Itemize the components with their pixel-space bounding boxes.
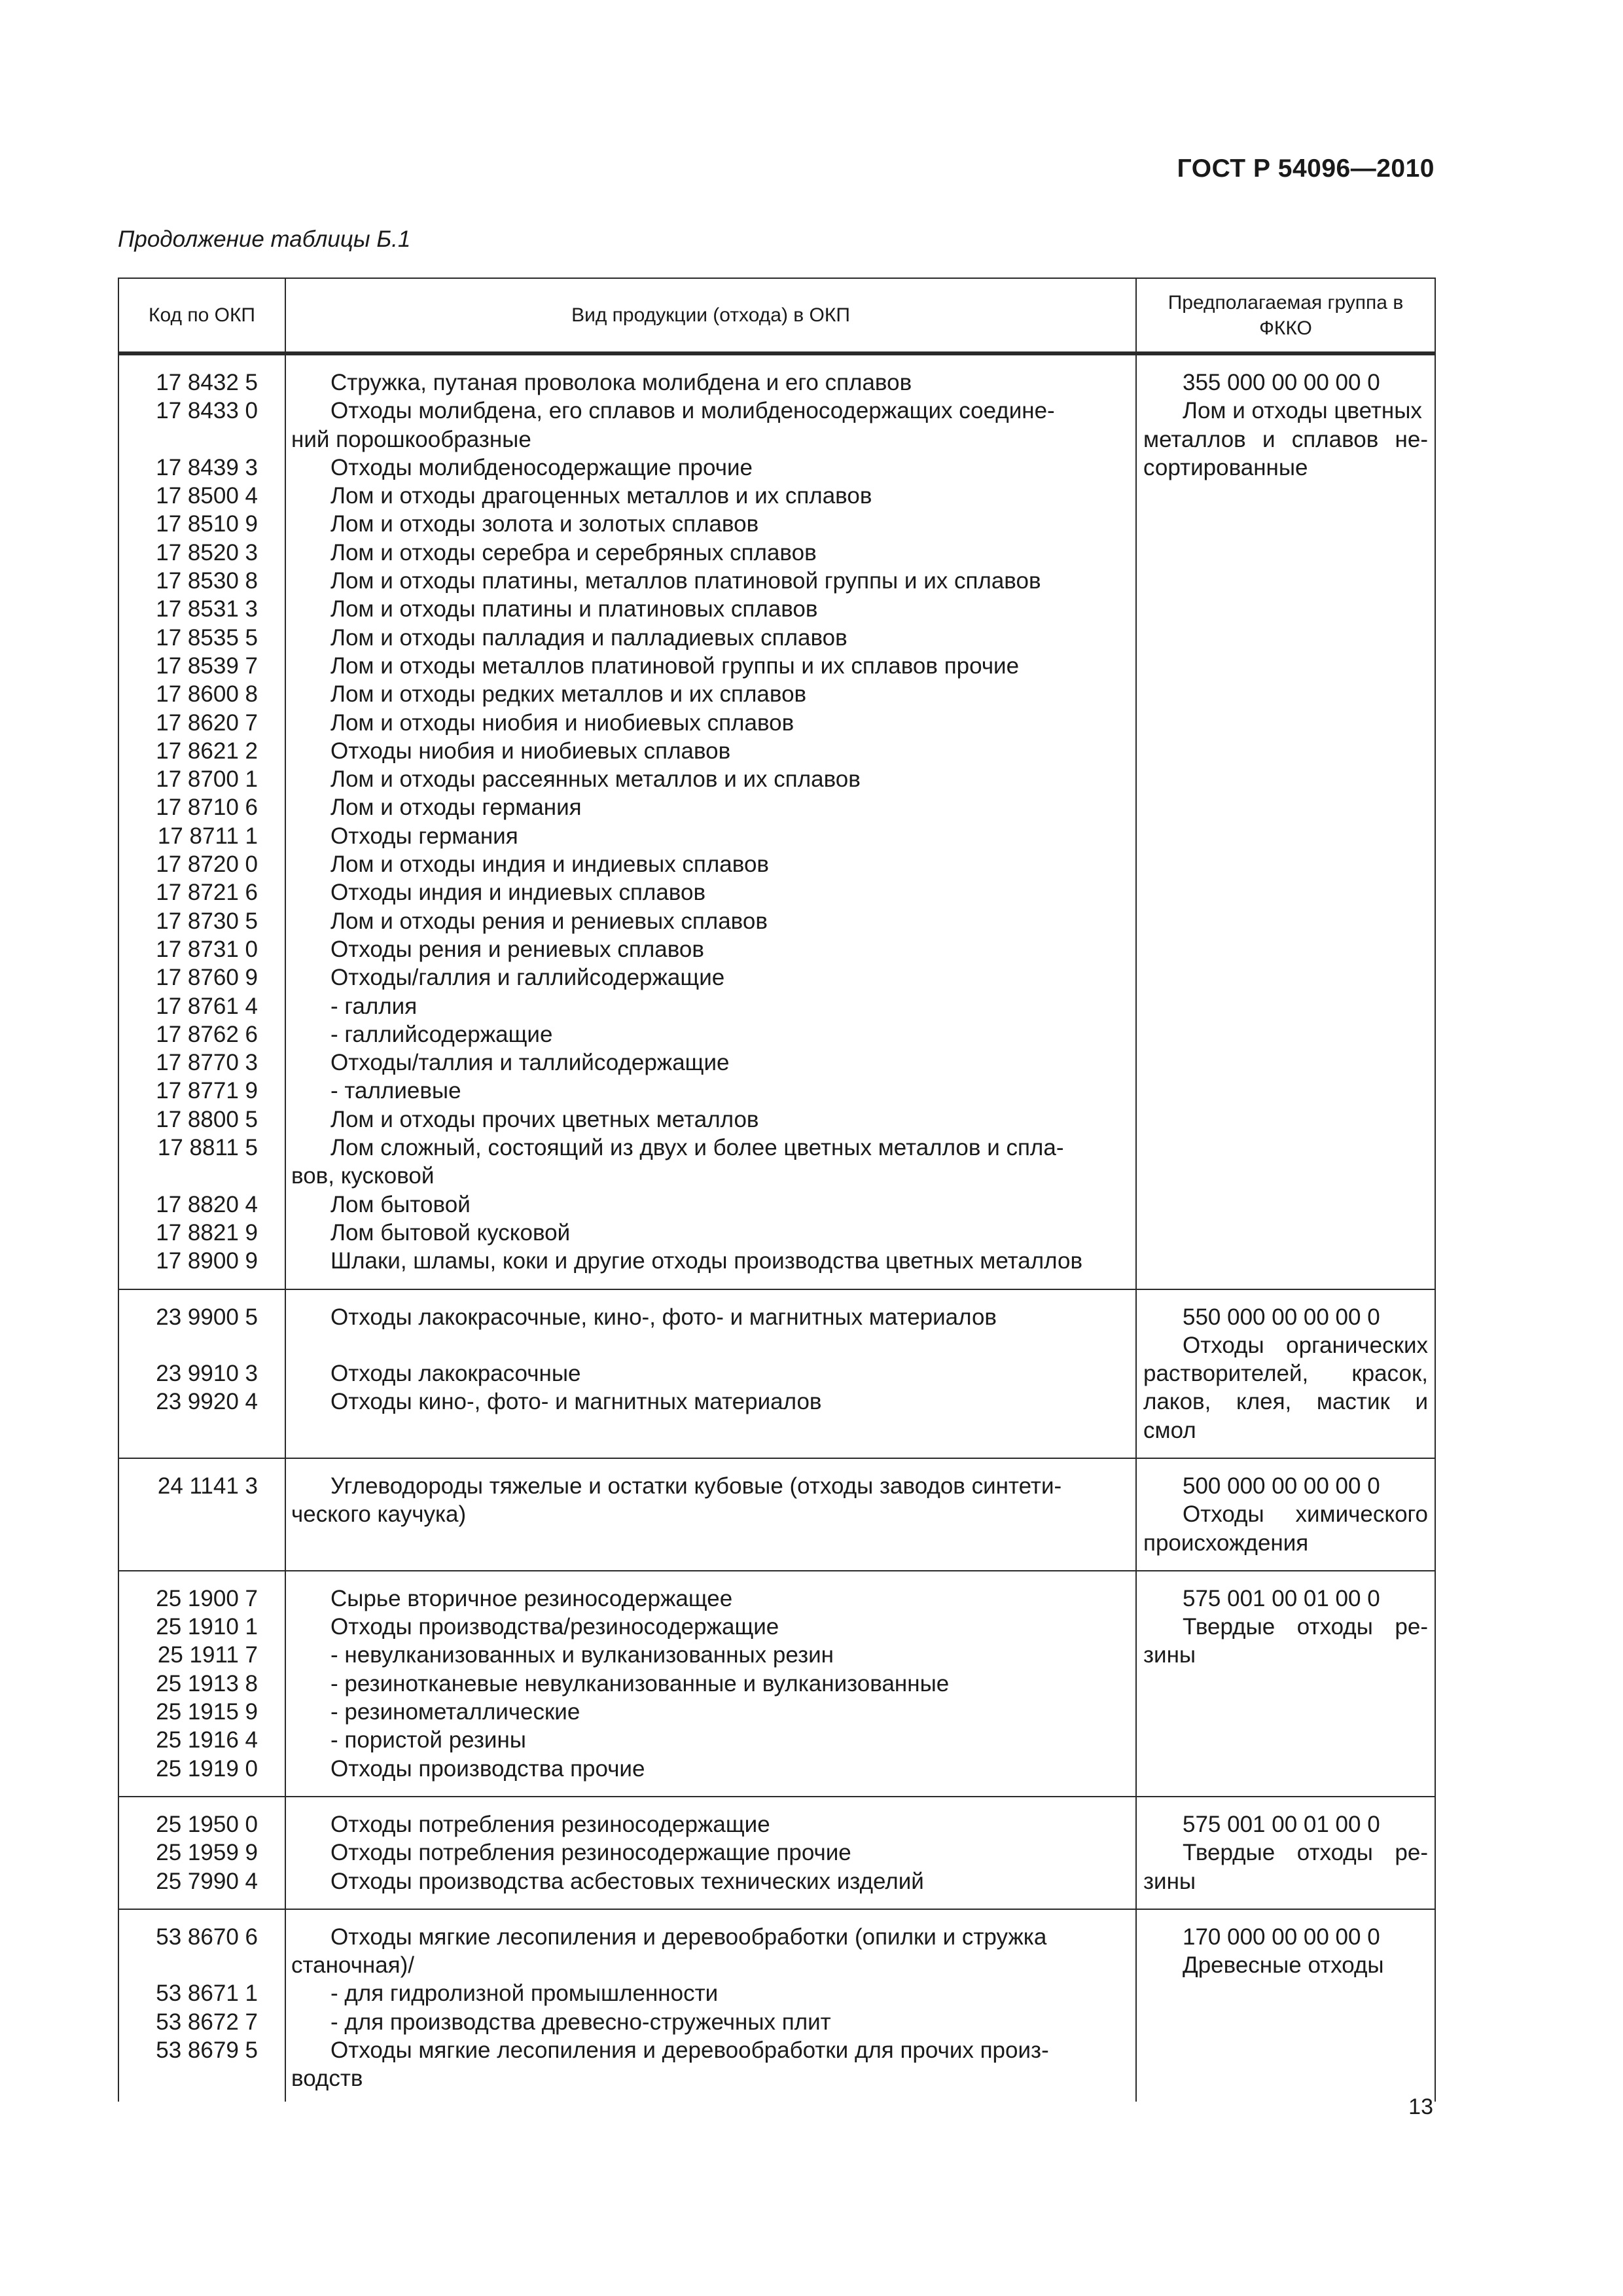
product-type-line: Лом и отходы платины, металлов платиновой группы и их сплавов	[330, 568, 1041, 594]
product-type-line: Лом и отходы рения и рениевых сплавов	[330, 908, 768, 934]
product-type-line: - таллиевые	[330, 1078, 461, 1104]
fkko-group-line: Древесные отходы	[1183, 1952, 1384, 1979]
fkko-code: 355 000 00 00 00 0	[1183, 370, 1380, 395]
okp-code: 17 8761 4	[156, 993, 258, 1019]
product-type-line: Отходы ниобия и ниобиевых сплавов	[330, 738, 731, 764]
okp-code: 17 8820 4	[156, 1191, 258, 1217]
product-type-line: ческого каучука)	[291, 1501, 467, 1528]
okp-code: 17 8520 3	[156, 539, 258, 565]
product-type-line: Стружка, путаная проволока молибдена и его сплавов	[330, 370, 912, 395]
product-type-line: Отходы индия и индиевых сплавов	[330, 880, 706, 906]
okp-code: 17 8535 5	[156, 624, 258, 651]
okp-code: 25 1915 9	[156, 1699, 258, 1725]
page-number: 13	[1408, 2094, 1433, 2119]
fkko-group-cell	[1136, 1289, 1435, 1458]
okp-code: 17 8771 9	[156, 1078, 258, 1104]
product-type-line: Лом и отходы серебра и серебряных сплавов	[330, 539, 817, 565]
fkko-code: 170 000 00 00 00 0	[1183, 1924, 1380, 1950]
okp-code: 53 8671 1	[156, 1981, 258, 2007]
product-type-line: Лом и отходы ниобия и ниобиевых сплавов	[330, 709, 794, 736]
line-spacer	[119, 1331, 258, 1359]
product-type-line: Лом и отходы германия	[330, 795, 582, 821]
table-row	[118, 1909, 1435, 2102]
product-type-cell	[285, 1909, 1136, 2102]
okp-code: 17 8720 0	[156, 852, 258, 878]
product-type-line: Лом и отходы рассеянных металлов и их сплавов	[330, 766, 861, 793]
product-type-line: Лом и отходы драгоценных металлов и их сплавов	[330, 483, 872, 509]
table-row	[118, 1797, 1435, 1909]
product-type-line: Отходы германия	[330, 823, 518, 849]
okp-code: 17 8621 2	[156, 738, 258, 764]
okp-code: 25 1900 7	[156, 1585, 258, 1611]
okp-code: 53 8670 6	[156, 1924, 258, 1950]
fkko-group-cell	[1136, 353, 1435, 1289]
product-type-line: Лом и отходы платины и платиновых сплавов	[330, 596, 818, 622]
fkko-group-line: Твердые отходы ре-	[1183, 1614, 1428, 1640]
okp-code: 17 8760 9	[156, 965, 258, 991]
okp-code: 17 8900 9	[156, 1248, 258, 1274]
okp-code-cell	[118, 1571, 285, 1797]
product-type-line: Лом и отходы металлов платиновой группы и их сплавов прочие	[330, 653, 1020, 679]
product-type-line: Отходы кино-, фото- и магнитных материалов	[330, 1389, 822, 1415]
okp-code: 25 1950 0	[156, 1811, 258, 1837]
okp-code: 17 8531 3	[156, 596, 258, 622]
fkko-code: 575 001 00 01 00 0	[1183, 1585, 1380, 1611]
product-type-line: Отходы производства/резиносодержащие	[330, 1614, 779, 1640]
product-type-line: - галлия	[330, 993, 418, 1019]
okp-code-cell	[118, 1289, 285, 1458]
okp-code: 17 8821 9	[156, 1219, 258, 1246]
okp-code: 17 8811 5	[157, 1135, 258, 1161]
product-type-cell	[285, 1571, 1136, 1797]
okp-code: 17 8730 5	[156, 908, 258, 934]
product-type-line: Лом бытовой кусковой	[330, 1219, 571, 1246]
okp-code: 25 7990 4	[156, 1868, 258, 1894]
product-type-line: Отходы рения и рениевых сплавов	[330, 936, 704, 962]
product-type-line: Отходы/таллия и таллийсодержащие	[330, 1050, 730, 1076]
okp-code: 17 8770 3	[156, 1050, 258, 1076]
okp-code: 17 8439 3	[156, 454, 258, 480]
okp-code-cell	[118, 1797, 285, 1909]
fkko-group-line: Отходы органических	[1183, 1332, 1428, 1358]
product-type-cell	[285, 1458, 1136, 1571]
product-type-line: Отходы производства прочие	[330, 1755, 645, 1782]
table-row	[118, 1571, 1435, 1797]
okp-code: 25 1913 8	[156, 1670, 258, 1696]
product-type-line: Отходы молибдена, его сплавов и молибденосодержащих соедине-	[330, 398, 1055, 424]
product-type-line: Сырье вторичное резиносодержащее	[330, 1585, 733, 1611]
okp-code: 17 8530 8	[156, 568, 258, 594]
okp-code-cell	[118, 353, 285, 1289]
product-type-line: - резинотканевые невулканизованные и вулканизованные	[330, 1670, 950, 1696]
table-header	[118, 278, 1435, 353]
product-type-line: - невулканизованных и вулканизованных резин	[330, 1642, 834, 1668]
table-row	[118, 353, 1435, 1289]
okp-code: 53 8679 5	[156, 2037, 258, 2064]
okp-code-cell	[118, 1909, 285, 2102]
product-type-line: - галлийсодержащие	[330, 1021, 553, 1047]
fkko-group-line: сортированные	[1143, 454, 1308, 480]
okp-code: 17 8510 9	[156, 511, 258, 537]
product-type-line: Отходы мягкие лесопиления и деревообработки для прочих произ-	[330, 2037, 1049, 2064]
fkko-group-cell	[1136, 1797, 1435, 1909]
column-header-fkko-group: Предполагаемая группа в ФККО	[1136, 278, 1435, 353]
okp-code: 25 1910 1	[156, 1614, 258, 1640]
fkko-group-line: лаков, клея, мастик и	[1143, 1389, 1428, 1415]
okp-code: 17 8711 1	[157, 823, 258, 849]
okp-code: 17 8539 7	[156, 653, 258, 679]
okp-code: 17 8762 6	[156, 1021, 258, 1047]
product-type-line: Отходы мягкие лесопиления и деревообработки (опилки и стружка	[330, 1924, 1047, 1950]
product-type-line: Лом и отходы золота и золотых сплавов	[330, 511, 759, 537]
fkko-group-line: Лом и отходы цветных	[1183, 398, 1422, 424]
okp-code: 53 8672 7	[156, 2009, 258, 2035]
okp-code: 17 8731 0	[156, 936, 258, 962]
product-type-line: - резинометаллические	[330, 1699, 580, 1725]
table-row	[118, 1289, 1435, 1458]
product-type-line: Лом и отходы редких металлов и их сплавов	[330, 681, 807, 708]
product-type-line: Отходы потребления резиносодержащие	[330, 1811, 770, 1837]
fkko-group-line: Твердые отходы ре-	[1183, 1840, 1428, 1866]
okp-code: 24 1141 3	[157, 1473, 258, 1499]
column-header-okp-code: Код по ОКП	[118, 278, 285, 353]
okp-code: 17 8710 6	[156, 795, 258, 821]
fkko-group-line: происхождения	[1143, 1530, 1309, 1556]
product-type-line: станочная)/	[291, 1952, 414, 1979]
product-type-line: Отходы производства асбестовых технических изделий	[330, 1868, 924, 1894]
product-type-line: Отходы/галлия и галлийсодержащие	[330, 965, 725, 991]
okp-code: 17 8620 7	[156, 709, 258, 736]
okp-code: 17 8700 1	[156, 766, 258, 793]
fkko-group-line: зины	[1143, 1642, 1196, 1668]
fkko-code: 550 000 00 00 00 0	[1183, 1304, 1380, 1330]
product-type-cell	[285, 1797, 1136, 1909]
product-type-line: Отходы лакокрасочные	[330, 1361, 581, 1387]
okp-code: 17 8800 5	[156, 1106, 258, 1132]
product-type-cell	[285, 353, 1136, 1289]
okp-code: 23 9910 3	[156, 1361, 258, 1387]
line-spacer	[291, 1331, 1129, 1359]
product-type-line: Лом и отходы прочих цветных металлов	[330, 1106, 759, 1132]
product-type-line: - пористой резины	[330, 1727, 526, 1753]
table-body	[118, 353, 1435, 2102]
document-header: ГОСТ Р 54096—2010	[1177, 154, 1435, 183]
fkko-code: 575 001 00 01 00 0	[1183, 1811, 1380, 1837]
fkko-group-line: Отходы химического	[1183, 1501, 1428, 1528]
fkko-group-line: зины	[1143, 1868, 1196, 1894]
okp-code: 17 8500 4	[156, 483, 258, 509]
product-type-line: Лом сложный, состоящий из двух и более цветных металлов и спла-	[330, 1135, 1064, 1161]
column-header-product-type: Вид продукции (отхода) в ОКП	[285, 278, 1136, 353]
okp-code: 17 8433 0	[156, 398, 258, 424]
line-spacer	[119, 1951, 258, 1979]
product-type-line: ний порошкообразные	[291, 426, 531, 452]
okp-code: 23 9900 5	[156, 1304, 258, 1330]
fkko-group-cell	[1136, 1571, 1435, 1797]
product-type-line: Лом бытовой	[330, 1191, 471, 1217]
table-caption: Продолжение таблицы Б.1	[118, 226, 411, 252]
product-type-line: Углеводороды тяжелые и остатки кубовые (отходы заводов синтети-	[330, 1473, 1062, 1499]
fkko-group-cell	[1136, 1909, 1435, 2102]
fkko-group-cell	[1136, 1458, 1435, 1571]
product-type-line: - для производства древесно-стружечных плит	[330, 2009, 831, 2035]
product-type-line: водств	[291, 2066, 363, 2092]
okp-fkko-table	[118, 278, 1436, 2102]
fkko-group-line: металлов и сплавов не-	[1143, 426, 1428, 452]
product-type-line: Отходы лакокрасочные, кино-, фото- и магнитных материалов	[330, 1304, 997, 1330]
okp-code: 17 8721 6	[156, 880, 258, 906]
fkko-group-line: растворителей, красок,	[1143, 1361, 1428, 1387]
product-type-line: Лом и отходы палладия и палладиевых сплавов	[330, 624, 847, 651]
product-type-line: Отходы молибденосодержащие прочие	[330, 454, 753, 480]
okp-code: 25 1919 0	[156, 1755, 258, 1782]
fkko-code: 500 000 00 00 00 0	[1183, 1473, 1380, 1499]
product-type-line: Шлаки, шламы, коки и другие отходы производства цветных металлов	[330, 1248, 1083, 1274]
okp-code: 17 8432 5	[156, 370, 258, 395]
fkko-group-line: смол	[1143, 1417, 1196, 1443]
table-row	[118, 1458, 1435, 1571]
okp-code-cell	[118, 1458, 285, 1571]
product-type-cell	[285, 1289, 1136, 1458]
product-type-line: Лом и отходы индия и индиевых сплавов	[330, 852, 770, 878]
okp-code: 25 1916 4	[156, 1727, 258, 1753]
product-type-line: - для гидролизной промышленности	[330, 1981, 719, 2007]
okp-code: 25 1959 9	[156, 1840, 258, 1866]
product-type-line: Отходы потребления резиносодержащие прочие	[330, 1840, 851, 1866]
line-spacer	[119, 1162, 258, 1190]
product-type-line: вов, кусковой	[291, 1163, 435, 1189]
okp-code: 23 9920 4	[156, 1389, 258, 1415]
line-spacer	[119, 425, 258, 454]
okp-code: 25 1911 7	[157, 1642, 258, 1668]
okp-code: 17 8600 8	[156, 681, 258, 708]
